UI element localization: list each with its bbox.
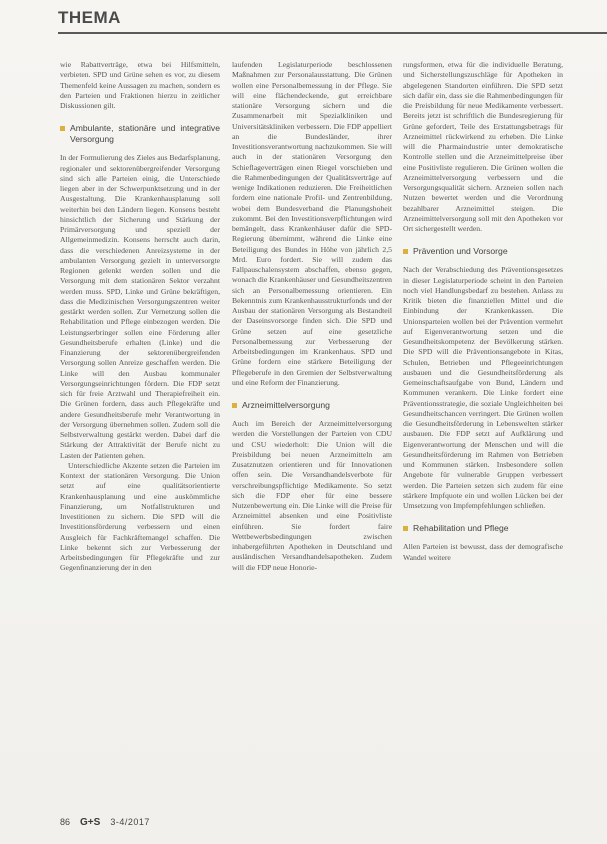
paragraph: Allen Parteien ist bewusst, dass der demografische Wandel weitere — [403, 542, 563, 562]
text-column-3 — [403, 60, 563, 563]
paragraph: In der Formulierung des Zieles aus Bedarfsplanung, regionaler und sektorenübergreifender Versorgung sind sich alle Parteien einig, die Unterschiede liegen aber in der Schwerpunktsetzung und in der Ausgestaltung. Die Krankenhausplanung soll weiterhin bei den Ländern liegen. Konsens besteht hinsichtlich der Sicherung und Stärkung der Primärversorgung und speziell der Allgemeinmedizin. Konsens herrscht auch darin, dass die verschiedenen Anreizsysteme in der ambulanten Versorgung gezielt in unterversorgte Regionen gelenkt werden sollen und die Versorgung mit dem stationären Sektor verzahnt werden muss. SPD, Linke und Grüne bekräftigen, dass die Medizinischen Versorgungszentren weiter gestärkt werden sollen. Zur Vernetzung sollen die Rehabilitation und Pflege einbezogen werden. Die Leistungserbringer sollen eine Förderung aller Gesundheitsberufe erhalten (Linke) und die Finanzierung der sektorenübergreifenden Versorgung sollen Anreize geschaffen werden. Die Linke will den Ausbau kommunaler Versorgungseinrichtungen fördern. Die FDP setzt sich für freie Arztwahl und Therapiefreiheit ein. Die Grünen fordern, dass auch Pflegekräfte und andere Gesundheitsberufe mehr Verantwortung in der Versorgung übernehmen sollen. Zudem soll die Selbstverwaltung gestärkt werden. Dabei darf die Stärkung der Attraktivität der Berufe nicht zu Lasten der Patienten gehen. — [60, 153, 220, 460]
paragraph: Unterschiedliche Akzente setzen die Parteien im Kontext der stationären Versorgung. Die Union setzt auf eine qualitätsorientierte Krankenhausplanung und eine auskömmliche Finanzierung, um Notfallstrukturen und Investitionen zu sichern. Die SPD will die Investitionsförderung verbessern und einen Ausgleich für Fachkräftemangel schaffen. Die Linke bekennt sich zur Verbesserung der Arbeitsbedingungen für Pflegekräfte und zur Gegenfinanzierung der in den — [60, 460, 220, 573]
section-heading: Ambulante, stationäre und integrative Versorgung — [60, 123, 220, 145]
magazine-logo: G+S — [80, 817, 101, 828]
section-heading: Arzneimittelversorgung — [232, 400, 392, 411]
paragraph: laufenden Legislaturperiode beschlossenen Maßnahmen zur Personalausstattung. Die Grünen wollen eine Personalbemessung in der Pflege. Sie will eine flächendeckende, gut erreichbare stationäre Versorgung sichern und die Zusammenarbeit mit Spezialkliniken und Universitätskliniken verbessern. Die FDP appelliert an die Bundesländer, ihrer Investitionsverantwortung nachzukommen. Sie will auch in der stationären Versorgung den Schieflageverträgen einen Riegel vorschieben und die Rahmenbedingungen der Qualitätsverträge auf wenige Indikationen reduzieren. Die Freiheitlichen fordern eine nationale Profil- und Zentrenbildung, wobei dem Bundesverband die Planungshoheit zukommt. Bei den Investitionsverpflichtungen wird bemängelt, dass Krankenhäuser dafür die SPD-Regierung übernimmt, während die Linke eine Beteiligung des Bundes in Höhe von jährlich 2,5 Mrd. Euro fordert. Sie will zudem das Fallpauschalensystem abschaffen, ebenso gegen, wonach die Krankenhäuser und Gesundheitszentren sich an Personalbemessung orientieren. Ein Bekenntnis zum Krankenhausstrukturfonds und der Ausbau der stationären Versorgung als Bestandteil der Daseinsvorsorge finden sich. Die SPD und Grüne setzen auf eine gesetzliche Personalbemessung zur Verbesserung der Arbeitsbedingungen im Krankenhaus. SPD und Grüne fordern eine stärkere Beteiligung der Pflegeberufe in den Gremien der Selbstverwaltung und eine Reform der Finanzierung. — [232, 60, 392, 387]
paragraph: rungsformen, etwa für die individuelle Beratung, und Sicherstellungszuschläge für Apotheken in abgelegenen Standorten einführen. Die SPD setzt sich dafür ein, dass sie die Rahmenbedingungen für die Preisbildung für neue Medikamente verbessert. Bereits jetzt ist schriftlich die Bundesregierung für Grüne gefordert, Teile des Erstattungsbetrags für Arzneimittel rückwirkend zu erheben. Die Linke will die Pharmaindustrie unter demokratische Kontrolle stellen und die Arzneimittelpreise über eine Positivliste regulieren. Die Grünen wollen die Arzneimittelversorgung verbessern und die Versorgungsqualität sichern. Arzneien sollen nach Nutzen bewertet werden und die Verordnung bezahlbarer Arzneimittel steigen. Die Arzneimittelversorgung soll mit den Apotheken vor Ort sichergestellt werden. — [403, 60, 563, 233]
text-column-2 — [232, 60, 392, 573]
issue-number: 3-4/2017 — [110, 817, 150, 827]
page-number: 86 — [60, 817, 71, 827]
paragraph: Auch im Bereich der Arzneimittelversorgung werden die Vorstellungen der Parteien von CDU und CSU wiederholt: Die Union will die Preisbildung bei neuen Arzneimitteln am Zusatznutzen orientieren und für Innovationen offen sein. Die Versandhandelsverbote für verschreibungspflichtige Medikamente. So setzt sich die FDP eher für eine bessere Nutzenbewertung ein. Die Linke will die Preise für Arzneimittel absenken und eine Positivliste einführen. Sie fordert faire Wettbewerbsbedingungen zwischen inhabergeführten Apotheken in Deutschland und ausländischen Versandhandelsapotheken. Zudem will die FDP neue Honorie- — [232, 419, 392, 572]
paragraph: wie Rabattverträge, etwa bei Hilfsmitteln, verbieten. SPD und Grüne sehen es vor, zu diesem Themenfeld keine Aussagen zu machen, sondern es den Parteien und Fraktionen hierzu in zeitlicher Diskussionen gilt. — [60, 60, 220, 110]
section-header — [58, 8, 607, 34]
section-heading: Prävention und Vorsorge — [403, 246, 563, 257]
text-column-1 — [60, 60, 220, 574]
paragraph: Nach der Verabschiedung des Präventionsgesetzes in dieser Legislaturperiode scheint in den Parteien noch viel Handlungsbedarf zu bestehen. Anlass zu Kritik bieten die finanziellen Mittel und die Einbindung der Krankenkassen. Die Unionsparteien wollen bei der Prävention vermehrt auf Eigenverantwortung setzen und die Gesundheitskompetenz der Bevölkerung stärken. Die SPD will die Präventionsangebote in Kitas, Schulen, Betrieben und Pflegeeinrichtungen ausbauen und die Gesundheitsförderung als Gemeinschaftsaufgabe von Bund, Ländern und Kommunen verankern. Die Linke fordert eine Präventionsstrategie, die soziale Ungleichheiten bei Gesundheitschancen verringert. Die Grünen wollen die Gesundheitsförderung in Lebenswelten stärker ausbauen. Die FDP setzt auf Aufklärung und Eigenverantwortung der Menschen und will die Gesundheitsförderung im Rahmen von Betrieben und Kommunen stärken. Insbesondere sollen Angebote für vulnerable Gruppen verbessert werden. Die Parteien setzen sich zudem für eine stärkere Impfquote ein und wollen Lücken bei der Umsetzung von Impfempfehlungen schließen. — [403, 265, 563, 510]
page-footer — [60, 817, 150, 831]
section-title: THEMA — [58, 8, 121, 27]
section-heading: Rehabilitation und Pflege — [403, 523, 563, 534]
